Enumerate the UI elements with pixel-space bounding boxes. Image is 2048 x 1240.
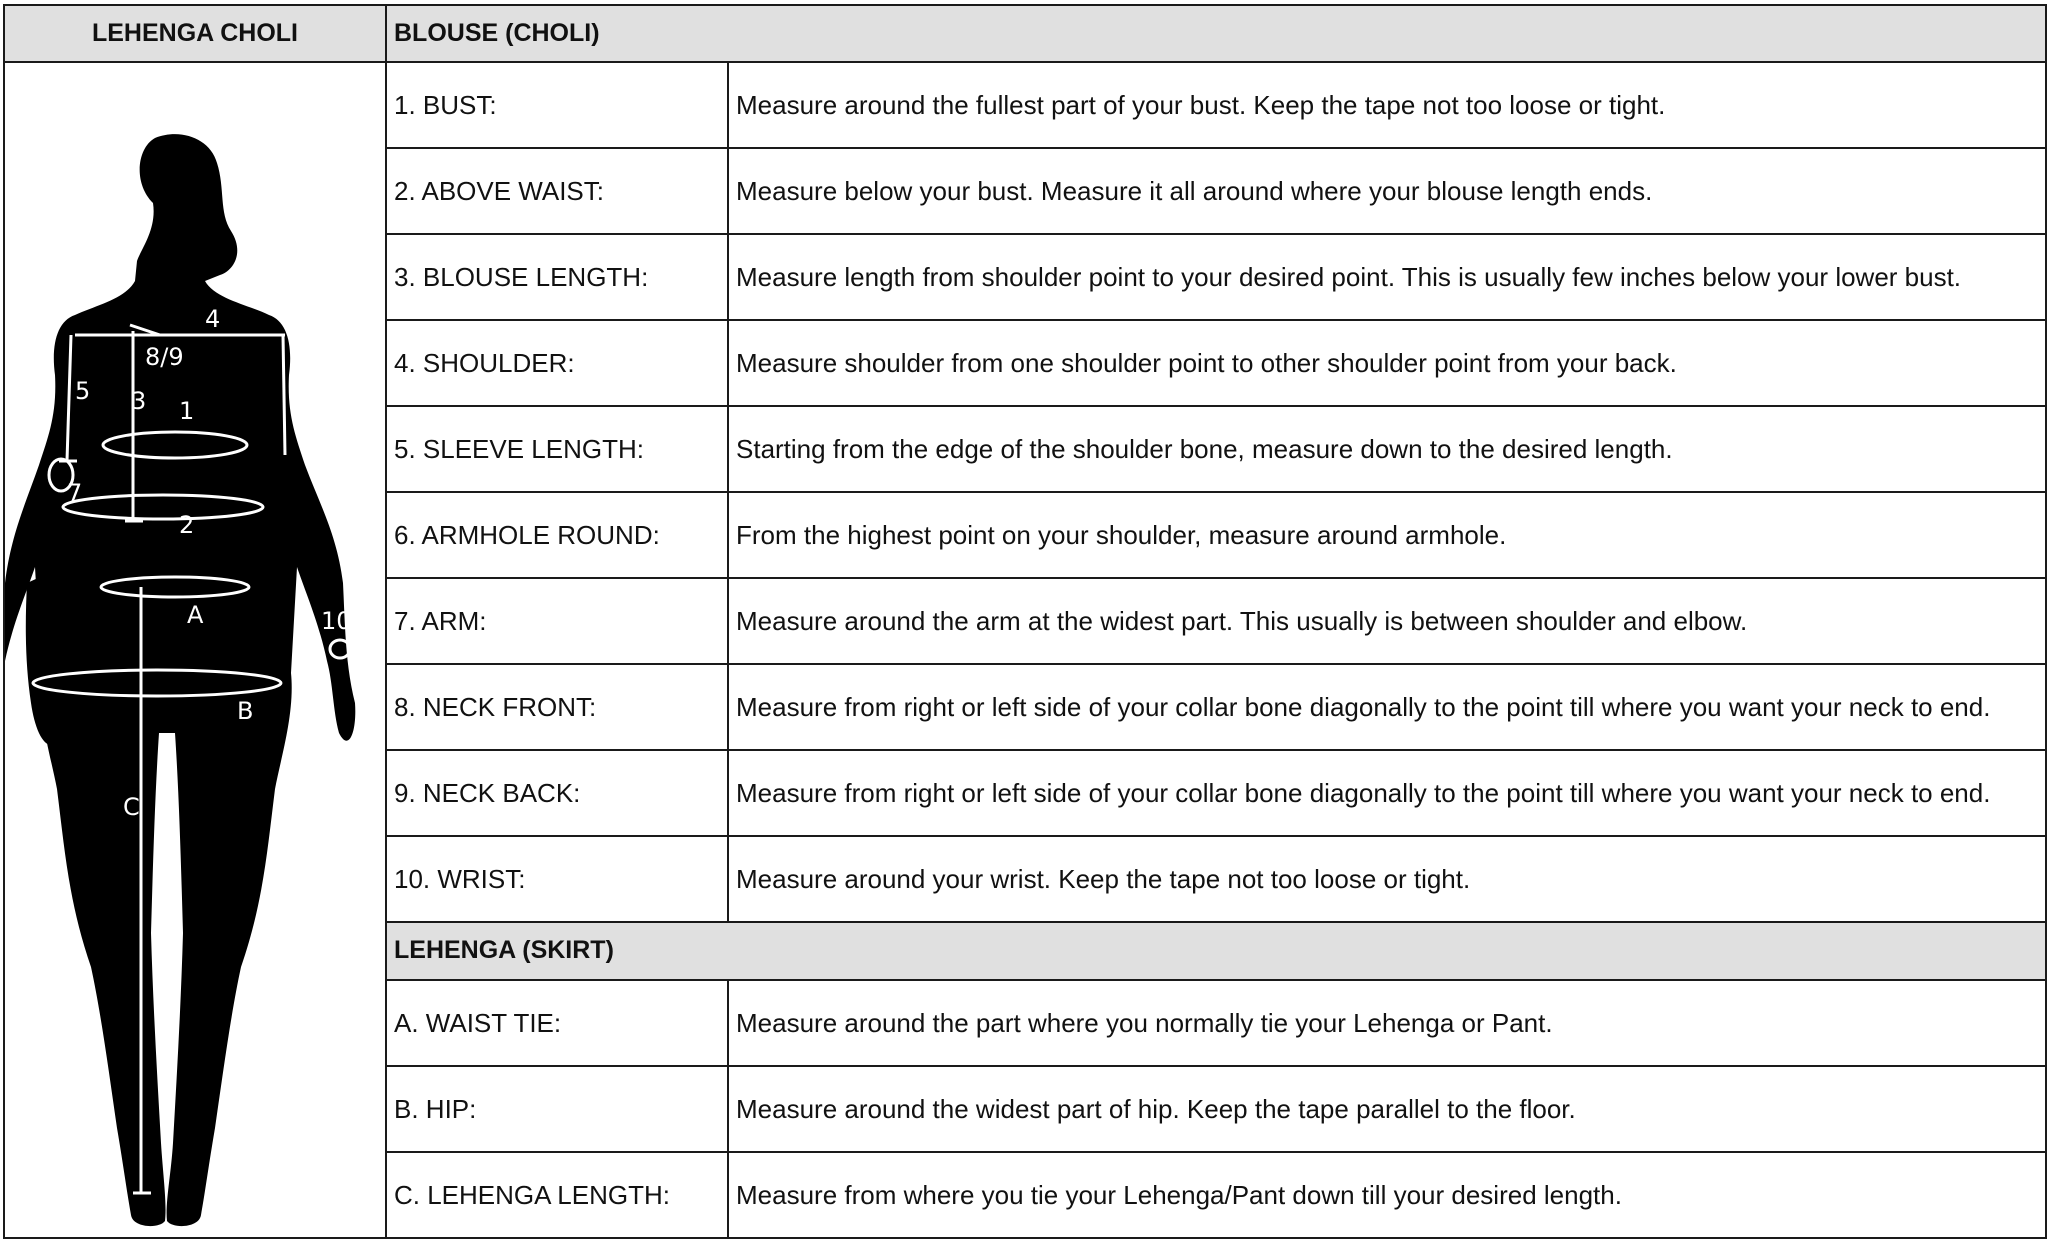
marker-4: 4	[205, 305, 221, 333]
row-label: 7. ARM:	[386, 578, 728, 664]
marker-b: B	[237, 697, 254, 725]
marker-2: 2	[179, 511, 195, 539]
row-description: Measure around the fullest part of your bust. Keep the tape not too loose or tight.	[728, 62, 2046, 148]
marker-c: C	[123, 793, 140, 821]
row-label: B. HIP:	[386, 1066, 728, 1152]
marker-6: 6	[289, 371, 305, 399]
marker-7: 7	[67, 479, 83, 507]
female-silhouette	[5, 134, 355, 1226]
row-label: 8. NECK FRONT:	[386, 664, 728, 750]
measurement-table	[3, 4, 2047, 1239]
row-description: Measure from right or left side of your collar bone diagonally to the point till where you want your neck to end.	[728, 750, 2046, 836]
row-label: 10. WRIST:	[386, 836, 728, 922]
marker-10: 10	[321, 607, 352, 635]
blouse-header-row	[4, 5, 2046, 62]
body-figure-cell	[4, 62, 386, 1238]
marker-5: 5	[75, 377, 91, 405]
row-label: 3. BLOUSE LENGTH:	[386, 234, 728, 320]
row-description: Measure around your wrist. Keep the tape not too loose or tight.	[728, 836, 2046, 922]
row-description: Measure around the part where you normally tie your Lehenga or Pant.	[728, 980, 2046, 1066]
row-description: Measure around the arm at the widest part. This usually is between shoulder and elbow.	[728, 578, 2046, 664]
row-description: Measure length from shoulder point to your desired point. This is usually few inches below your lower bust.	[728, 234, 2046, 320]
row-description: Measure around the widest part of hip. Keep the tape parallel to the floor.	[728, 1066, 2046, 1152]
row-description: From the highest point on your shoulder, measure around armhole.	[728, 492, 2046, 578]
section-title-blouse: BLOUSE (CHOLI)	[386, 5, 2046, 62]
row-description: Measure below your bust. Measure it all around where your blouse length ends.	[728, 148, 2046, 234]
row-label: 2. ABOVE WAIST:	[386, 148, 728, 234]
row-description: Measure from right or left side of your collar bone diagonally to the point till where you want your neck to end.	[728, 664, 2046, 750]
marker-8-9: 8/9	[145, 343, 184, 371]
row-description: Measure shoulder from one shoulder point to other shoulder point from your back.	[728, 320, 2046, 406]
marker-3: 3	[131, 387, 147, 415]
body-measurement-figure	[5, 63, 385, 1237]
table-row	[4, 62, 2046, 148]
row-label: 5. SLEEVE LENGTH:	[386, 406, 728, 492]
marker-1: 1	[179, 397, 195, 425]
row-label: 9. NECK BACK:	[386, 750, 728, 836]
section-title-lehenga: LEHENGA (SKIRT)	[386, 922, 2046, 980]
row-label: A. WAIST TIE:	[386, 980, 728, 1066]
row-label: 4. SHOULDER:	[386, 320, 728, 406]
row-description: Measure from where you tie your Lehenga/Pant down till your desired length.	[728, 1152, 2046, 1238]
row-label: 1. BUST:	[386, 62, 728, 148]
marker-a: A	[187, 601, 204, 629]
row-label: C. LEHENGA LENGTH:	[386, 1152, 728, 1238]
row-label: 6. ARMHOLE ROUND:	[386, 492, 728, 578]
left-header: LEHENGA CHOLI	[4, 5, 386, 62]
row-description: Starting from the edge of the shoulder bone, measure down to the desired length.	[728, 406, 2046, 492]
